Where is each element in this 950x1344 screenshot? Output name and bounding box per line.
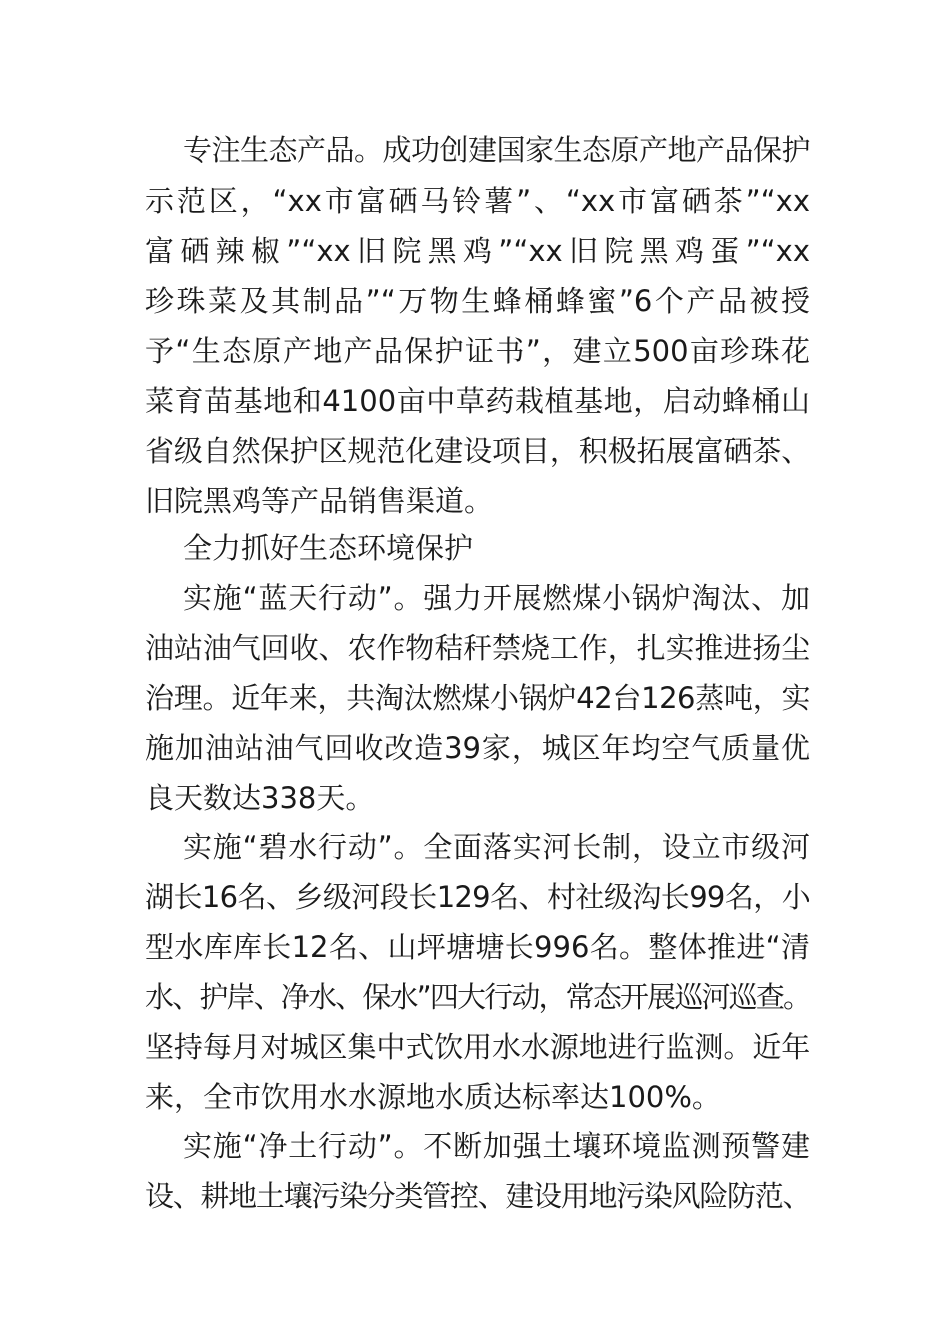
- paragraph-eco-products-line-8: 旧院黑鸡等产品销售渠道。: [145, 484, 494, 518]
- paragraph-clean-soil-line-2: 设、耕地土壤污染分类管控、建设用地污染风险防范、: [145, 1179, 810, 1213]
- paragraph-clear-water-line-3: 型水库库长12名、山坪塘塘长996名。整体推进“清: [145, 930, 810, 964]
- paragraph-eco-products-line-2: 示范区，“xx市富硒马铃薯”、“xx市富硒茶”“xx: [145, 184, 810, 218]
- paragraph-eco-products-line-6: 菜育苗基地和4100亩中草药栽植基地，启动蜂桶山: [145, 384, 810, 418]
- paragraph-eco-products-line-3: 富硒辣椒”“xx旧院黑鸡”“xx旧院黑鸡蛋”“xx: [145, 234, 810, 268]
- paragraph-clear-water-line-6: 来，全市饮用水水源地水质达标率达100%。: [145, 1080, 721, 1114]
- paragraph-blue-sky-line-5: 良天数达338天。: [145, 781, 375, 815]
- paragraph-eco-products-line-1: 专注生态产品。成功创建国家生态原产地产品保护: [183, 133, 811, 167]
- paragraph-clear-water-line-1: 实施“碧水行动”。全面落实河长制，设立市级河: [183, 830, 810, 864]
- section-heading: 全力抓好生态环境保护: [183, 531, 474, 565]
- paragraph-blue-sky-line-3: 治理。近年来，共淘汰燃煤小锅炉42台126蒸吨，实: [145, 681, 810, 715]
- paragraph-clear-water-line-2: 湖长16名、乡级河段长129名、村社级沟长99名，小: [145, 880, 810, 914]
- paragraph-clear-water-line-5: 坚持每月对城区集中式饮用水水源地进行监测。近年: [145, 1030, 810, 1064]
- paragraph-eco-products-line-4: 珍珠菜及其制品”“万物生蜂桶蜂蜜”6个产品被授: [145, 284, 810, 318]
- paragraph-blue-sky-line-2: 油站油气回收、农作物秸秆禁烧工作，扎实推进扬尘: [145, 631, 810, 665]
- paragraph-clear-water-line-4: 水、护岸、净水、保水”四大行动，常态开展巡河巡查。: [145, 980, 810, 1014]
- paragraph-blue-sky-line-4: 施加油站油气回收改造39家，城区年均空气质量优: [145, 731, 810, 765]
- paragraph-eco-products-line-5: 予“生态原产地产品保护证书”，建立500亩珍珠花: [145, 334, 810, 368]
- paragraph-blue-sky-line-1: 实施“蓝天行动”。强力开展燃煤小锅炉淘汰、加: [183, 581, 810, 615]
- paragraph-clean-soil-line-1: 实施“净土行动”。不断加强土壤环境监测预警建: [183, 1129, 810, 1163]
- paragraph-eco-products-line-7: 省级自然保护区规范化建设项目，积极拓展富硒茶、: [145, 434, 810, 468]
